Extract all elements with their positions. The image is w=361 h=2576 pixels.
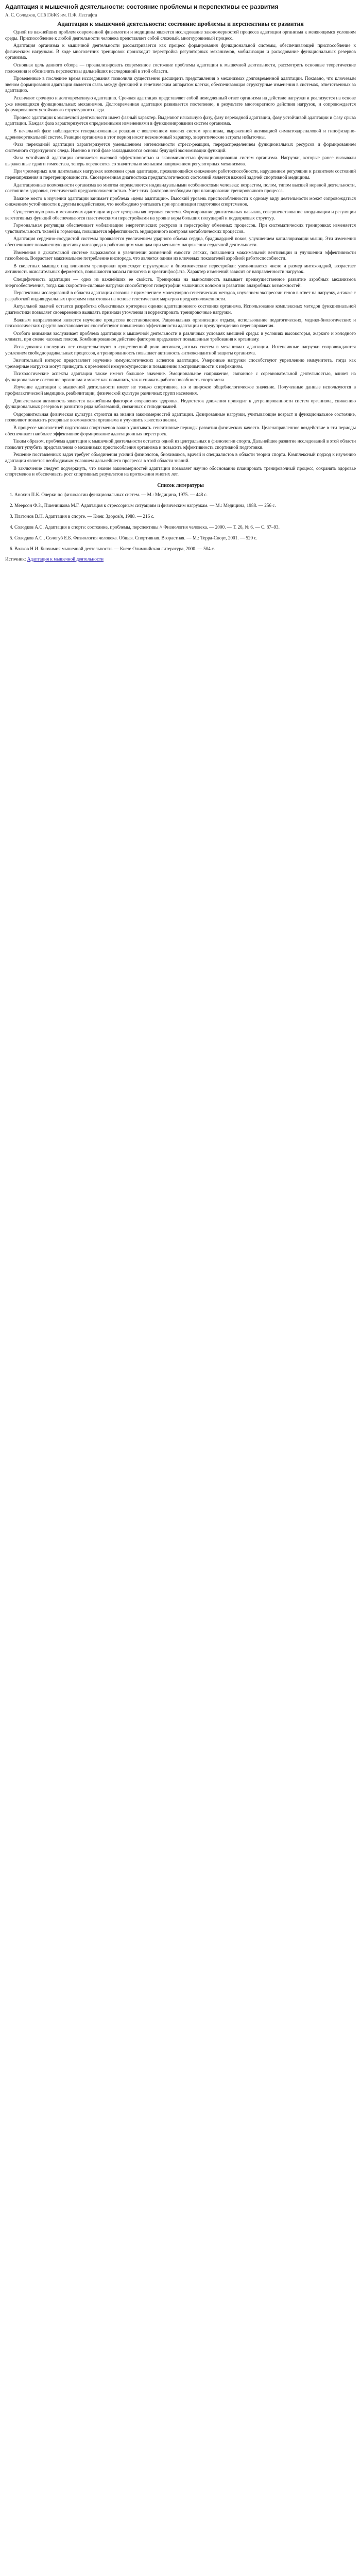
reference-item: 2. Меерсон Ф.З., Пшенникова М.Г. Адаптация к стрессорным ситуациям и физическим нагрузкам. — М.: Медицина, 1988. — 256 с. [14,502,356,509]
reference-item: 6. Волков Н.И. Биохимия мышечной деятельности. — Киев: Олимпийская литература, 2000. — 504 с. [14,546,356,552]
paragraph: В начальной фазе наблюдается генерализованная реакция с вовлечением многих систем организма, выраженной активацией симпатоадреналовой и гипофизарно-адренокортикальной систем. Реакции организма в этот период носят неэкономный характер, энергетические затраты избыточны. [5,128,356,140]
paragraph: При чрезмерных или длительных нагрузках возможен срыв адаптации, проявляющийся снижением работоспособности, нарушением регуляции и развитием состояний перенапряжения и перетренированности. Своевременная диагностика предпатологических состояний является важной задачей спортивной медицины. [5,168,356,180]
paragraph: Значительный интерес представляет изучение иммунологических аспектов адаптации. Умеренные нагрузки способствуют укреплению иммунитета, тогда как чрезмерные нагрузки могут приводить к временной иммуносупрессии и повышению восприимчивости к инфекциям. [5,358,356,369]
reference-item: 1. Анохин П.К. Очерки по физиологии функциональных систем. — М.: Медицина, 1975. — 448 с. [14,492,356,498]
paragraph: Существенную роль в механизмах адаптации играет центральная нервная система. Формирование двигательных навыков, совершенствование координации и регуляции вегетативных функций обеспечиваются пластическими перестройками на уровне коры больших полушарий и подкорковых структур. [5,209,356,221]
paragraph: В процессе многолетней подготовки спортсменов важно учитывать сенситивные периоды развития физических качеств. Целенаправленное воздействие в эти периоды обеспечивает наиболее эффективное формирование адаптационных перестроек. [5,425,356,436]
paragraph: В скелетных мышцах под влиянием тренировки происходят структурные и биохимические перестройки: увеличивается число и размер митохондрий, возрастает активность окислительных ферментов, повышаются запасы гликогена и креатинфосфата. Характер изменений зависит от направленности нагрузок. [5,263,356,275]
paragraph: Исследования последних лет свидетельствуют о существенной роли антиоксидантных систем в механизмах адаптации. Интенсивные нагрузки сопровождаются усилением свободнорадикальных процессов, а тренированность повышает активность антиоксидантной защиты организма. [5,344,356,355]
reference-item: 3. Платонов В.Н. Адаптация в спорте. — Киев: Здоров'я, 1988. — 216 с. [14,513,356,519]
paragraph: Основная цель данного обзора — проанализировать современное состояние проблемы адаптации к мышечной деятельности, рассмотреть основные теоретические положения и обозначить перспективы дальнейших исследований в этой области. [5,62,356,74]
article-heading: Адаптация к мышечной деятельности: состояние проблемы и перспективы ее развития [57,20,304,27]
paragraph: Таким образом, проблема адаптации к мышечной деятельности остается одной из центральных в физиологии спорта. Дальнейшее развитие исследований в этой области позволит углубить представления о механизмах приспособления организма и повысить эффективность спортивной подготовки. [5,438,356,450]
paragraph: Важное место в изучении адаптации занимает проблема «цены адаптации». Высокий уровень приспособленности к одному виду деятельности может сопровождаться снижением устойчивости к другим воздействиям, что необходимо учитывать при организации подготовки спортсменов. [5,195,356,207]
paragraph: Специфичность адаптации — одно из важнейших ее свойств. Тренировка на выносливость вызывает преимущественное развитие аэробных механизмов энергообеспечения, тогда как скоростно-силовые нагрузки способствуют гипертрофии мышечных волокон и развитию анаэробных возможностей. [5,276,356,288]
paragraph: Важным направлением является изучение процессов восстановления. Рациональная организация отдыха, использование педагогических, медико-биологических и психологических средств восстановления способствуют повышению эффективности адаптации и предупреждению перенапряжения. [5,317,356,329]
paragraph: Адаптационные возможности организма во многом определяются индивидуальными особенностями человека: возрастом, полом, типом высшей нервной деятельности, состоянием здоровья, генетической предрасположенностью. Учет этих факторов необходим при планировании тренировочного процесса. [5,182,356,194]
paragraph: Психологические аспекты адаптации также имеют большое значение. Эмоциональное напряжение, связанное с соревновательной деятельностью, влияет на функциональное состояние организма и может как повышать, так и снижать работоспособность спортсмена. [5,371,356,382]
paragraph: Двигательная активность является важнейшим фактором сохранения здоровья. Недостаток движения приводит к детренированности систем организма, снижению функциональных резервов и развитию ряда заболеваний, связанных с гиподинамией. [5,398,356,410]
paragraph: Процесс адаптации к мышечной деятельности имеет фазный характер. Выделяют начальную фазу, фазу переходной адаптации, фазу устойчивой адаптации и фазу срыва адаптации. Каждая фаза характеризуется определенными изменениями в функционировании систем организма. [5,114,356,126]
paragraph: Актуальной задачей остается разработка объективных критериев оценки адаптационного состояния организма. Использование комплексных методов функциональной диагностики позволяет своевременно выявлять признаки утомления и корректировать тренировочные нагрузки. [5,303,356,315]
paragraph: Гормональная регуляция обеспечивает мобилизацию энергетических ресурсов и перестройку обменных процессов. При систематических тренировках изменяется чувствительность тканей к гормонам, повышается эффективность эндокринного контроля метаболических процессов. [5,223,356,234]
references-title: Список литературы [157,482,204,488]
paragraph: Адаптация сердечно-сосудистой системы проявляется увеличением ударного объема сердца, брадикардией покоя, улучшением капилляризации мышц. Эти изменения обеспечивают повышенную доставку кислорода к работающим мышцам при меньшем напряжении сердечной деятельности. [5,236,356,247]
article-body [5,29,356,478]
paragraph: Одной из важнейших проблем современной физиологии и медицины является исследование закономерностей процесса адаптации организма к меняющимся условиям среды. Приспособление к любой деятельности человека представляет собой сложный, многоуровневый процесс. [5,29,356,41]
paragraph: Различают срочную и долговременную адаптацию. Срочная адаптация представляет собой немедленный ответ организма на действие нагрузки и реализуется на основе уже имеющихся функциональных механизмов. Долговременная адаптация развивается постепенно, в результате многократного действия нагрузок, и сопровождается формированием устойчивого структурного следа. [5,95,356,113]
reference-item: 5. Солодков А.С., Сологуб Е.Б. Физиология человека. Общая. Спортивная. Возрастная. — М.: Терра-Спорт, 2001. — 520 с. [14,535,356,541]
paragraph: Оздоровительная физическая культура строится на знании закономерностей адаптации. Дозированные нагрузки, учитывающие возраст и функциональное состояние, позволяют повысить резервные возможности организма и улучшить качество жизни. [5,411,356,423]
document-title: Адаптация к мышечной деятельности: состояние проблемы и перспективы ее развития [5,3,279,10]
paragraph: Фаза устойчивой адаптации отличается высокой эффективностью и экономичностью функционирования систем организма. Нагрузки, которые ранее вызывали выраженные сдвиги гомеостаза, теперь переносятся со значительно меньшим напряжением регуляторных механизмов. [5,155,356,166]
paragraph: Изменения в дыхательной системе выражаются в увеличении жизненной емкости легких, повышении максимальной вентиляции и улучшении эффективности газообмена. Возрастает максимальное потребление кислорода, что является одним из ключевых показателей аэробной работоспособности. [5,249,356,261]
paragraph: Изучение адаптации к мышечной деятельности имеет не только спортивное, но и широкое общебиологическое значение. Полученные данные используются в профилактической медицине, реабилитации, физической культуре различных групп населения. [5,384,356,396]
paragraph: Перспективы исследований в области адаптации связаны с применением молекулярно-генетических методов, изучением экспрессии генов в ответ на нагрузку, а также с разработкой индивидуальных программ подготовки на основе генетических маркеров предрасположенности. [5,290,356,301]
source-line [5,556,356,563]
paragraph: Решение поставленных задач требует объединения усилий физиологов, биохимиков, врачей и специалистов в области теории спорта. Комплексный подход к изучению адаптации является необходимым условием дальнейшего прогресса в этой области знаний. [5,452,356,463]
paragraph: Фаза переходной адаптации характеризуется уменьшением интенсивности стресс-реакции, перераспределением функциональных ресурсов и формированием системного структурного следа. Именно в этой фазе закладываются основы будущей экономизации функций. [5,142,356,153]
reference-item: 4. Солодков А.С. Адаптация в спорте: состояние, проблемы, перспективы // Физиология человека. — 2000. — Т. 26, № 6. — С. 87–93. [14,524,356,530]
paragraph: Адаптация организма к мышечной деятельности рассматривается как процесс формирования функциональной системы, обеспечивающей приспособление к физическим нагрузкам. В ходе многолетних тренировок происходит перестройка регуляторных механизмов, мобилизация и расходование функциональных резервов организма. [5,43,356,60]
references-list [5,492,356,552]
paragraph: Проведенные в последнее время исследования позволили существенно расширить представления о механизмах долговременной адаптации. Показано, что ключевым звеном формирования адаптации является связь между функцией и генетическим аппаратом клетки, обеспечивающая структурные изменения в системах, ответственных за адаптацию. [5,76,356,93]
document-authors: А. С. Солодков, СПб ГАФК им. П.Ф. Лесгафта [5,12,97,18]
source-prefix: Источник: [5,556,27,562]
source-link[interactable]: Адаптация к мышечной деятельности [27,556,104,562]
paragraph: В заключение следует подчеркнуть, что знание закономерностей адаптации позволяет научно обоснованно планировать тренировочный процесс, сохранять здоровье спортсменов и обеспечивать рост спортивных результатов на протяжении многих лет. [5,465,356,477]
document-page [0,0,361,576]
paragraph: Особого внимания заслуживает проблема адаптации к мышечной деятельности в различных условиях внешней среды: в условиях высокогорья, жаркого и холодного климата, при смене часовых поясов. Комбинированное действие факторов предъявляет повышенные требования к организму. [5,330,356,342]
